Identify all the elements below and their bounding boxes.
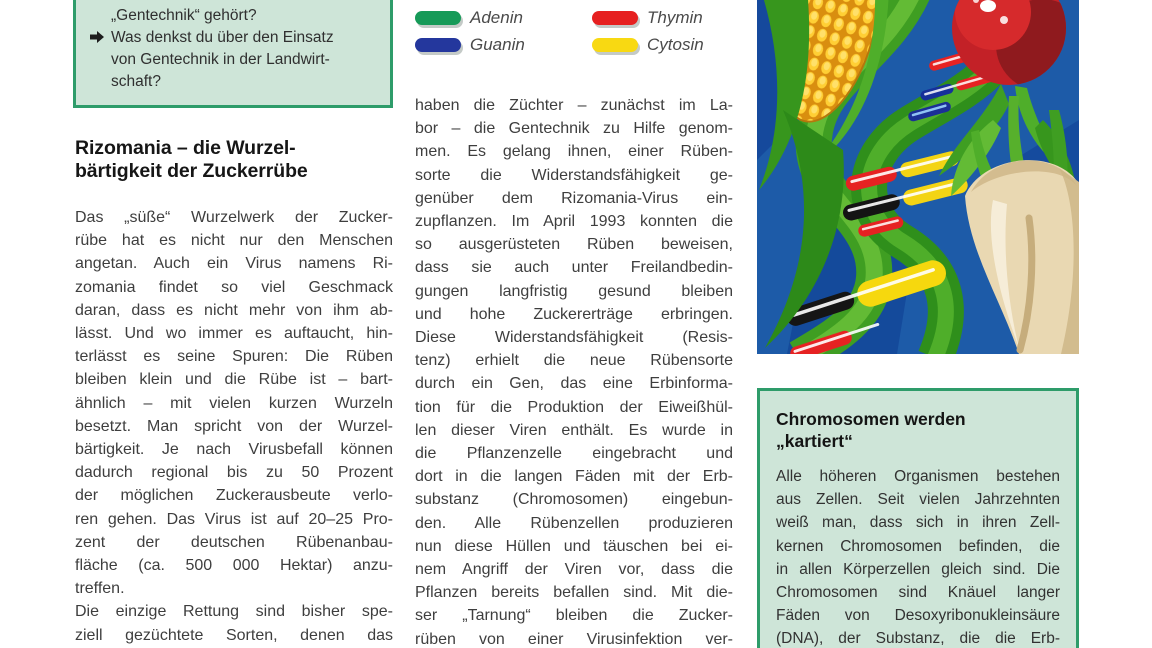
base-pill-icon — [415, 11, 461, 25]
legend-label: Thymin — [647, 8, 703, 27]
text-line: von Gentechnik in der Landwirt- — [111, 51, 330, 68]
text-line: Was denkst du über den Einsatz — [111, 29, 334, 46]
text-line: nun diese Hüllen und täuschen bei ei- — [415, 537, 733, 555]
text-line: dort in die langen Fäden mit der Erb- — [415, 468, 733, 486]
text-line: men. Es gelang ihnen, einer Rüben- — [415, 143, 733, 161]
text-line: sorte die Widerstandsfähigkeit ge- — [415, 166, 733, 184]
info-box-item-text — [111, 27, 377, 93]
text-line: dadurch regional bis zu 50 Prozent — [75, 464, 393, 482]
text-line: durch ein Gen, das eine Erbinforma- — [415, 375, 733, 393]
text-line: bleiben klein und die Rübe ist – bart- — [75, 371, 393, 389]
text-line: bärtigkeit der Zuckerrübe — [75, 159, 308, 182]
illustration-image — [757, 0, 1079, 354]
text-line: daran, dass es nicht mehr von ihm ab- — [75, 301, 393, 319]
text-line: treffen. — [75, 580, 125, 598]
info-box-continuation-line: „Gentechnik“ gehört? — [111, 7, 257, 24]
text-line: die Pflanzenzelle eingebracht und — [415, 445, 733, 463]
article-heading — [75, 137, 395, 182]
legend-label: Guanin — [470, 35, 525, 54]
text-line: ziell gezüchtete Sorten, denen das — [75, 626, 393, 644]
text-line: nem Angriff der Viren vor, dass die — [415, 561, 733, 579]
chromosome-box-title — [776, 408, 1060, 452]
text-line: der möglichen Zuckerausbeute verlo- — [75, 487, 393, 505]
text-line: besetzt. Man spricht von der Wurzel- — [75, 417, 393, 435]
text-line: Chromosomen sind Knäuel langer — [776, 584, 1060, 602]
legend-item-adenin — [415, 10, 592, 26]
text-line: tion für die Produktion der Eiweißhül- — [415, 398, 733, 416]
text-line: haben die Züchter – zunächst im La- — [415, 97, 733, 114]
text-line: tenz) erhielt die neue Rübensorte — [415, 352, 733, 370]
text-line: Alle höheren Organismen bestehen — [776, 468, 1060, 485]
base-pill-icon — [592, 38, 638, 52]
legend-item-cytosin — [592, 37, 733, 53]
text-line: ser „Tarnung“ bleiben die Zucker- — [415, 607, 733, 625]
chromosome-box — [757, 388, 1079, 648]
text-line: zent der deutschen Rübenanbau- — [75, 533, 393, 551]
text-line: dass sie auch unter Freilandbedin- — [415, 259, 733, 277]
text-line: so ausgerüsteten Rüben beweisen, — [415, 236, 733, 254]
text-line: weiß man, dass sich in ihren Zell- — [776, 514, 1060, 532]
arrow-bullet-icon — [90, 31, 104, 43]
base-pill-icon — [415, 38, 461, 52]
text-line: Die einzige Rettung sind bisher spe- — [75, 603, 393, 621]
text-line: (DNA), der Substanz, die die Erb- — [776, 630, 1060, 648]
info-box — [73, 0, 393, 108]
text-line: schaft? — [111, 73, 161, 90]
illustration-dna-crops — [757, 0, 1079, 354]
text-line: fläche (ca. 500 000 Hektar) anzu- — [75, 557, 393, 575]
text-line: bor – die Gentechnik zu Hilfe genom- — [415, 120, 733, 138]
base-pill-icon — [592, 11, 638, 25]
text-line: bärtigkeit. Je nach Virusbefall können — [75, 441, 393, 459]
text-line: Diese Widerstandsfähigkeit (Resis- — [415, 329, 733, 347]
legend-label: Adenin — [470, 8, 523, 27]
text-line: Chromosomen werden — [776, 409, 966, 429]
legend-item-guanin — [415, 37, 592, 53]
text-line: aus Zellen. Seit vielen Jahrzehnten — [776, 491, 1060, 509]
text-line: Fäden von Desoxyribonukleinsäure — [776, 607, 1060, 625]
article-column-2 — [415, 94, 733, 648]
text-line: und hohe Zuckererträge erbringen. — [415, 305, 733, 323]
text-line: angetan. Auch ein Virus namens Ri- — [75, 255, 393, 273]
text-line: substanz (Chromosomen) eingebun- — [415, 491, 733, 509]
text-line: rüben von einer Virusinfektion ver- — [415, 630, 733, 648]
text-line: ren gehen. Das Virus ist auf 20–25 Pro- — [75, 510, 393, 528]
text-line: Rizomania – die Wurzel- — [75, 137, 296, 159]
text-line: terlässt es seine Spuren: Die Rüben — [75, 348, 393, 366]
info-box-item — [89, 27, 377, 93]
text-line: zomania findet so viel Geschmack — [75, 278, 393, 296]
text-line: kernen Chromosomen befinden, die — [776, 537, 1060, 555]
text-line: len dieser Viren enthält. Es wurde in — [415, 421, 733, 439]
text-line: den. Alle Rübenzellen produzieren — [415, 514, 733, 532]
legend-item-thymin — [592, 10, 733, 26]
text-line: lässt. Und wo immer es auftaucht, hin- — [75, 325, 393, 343]
text-line: genüber dem Rizomania-Virus ein- — [415, 189, 733, 207]
text-line: zupflanzen. Im April 1993 konnten die — [415, 213, 733, 231]
text-line: gungen langfristig gesund bleiben — [415, 282, 733, 300]
text-line: Das „süße“ Wurzelwerk der Zucker- — [75, 209, 393, 226]
legend — [415, 10, 733, 53]
text-line: ähnlich – mit vielen kurzen Wurzeln — [75, 394, 393, 412]
text-line: in allen Körperzellen gleich sind. Die — [776, 560, 1060, 578]
chromosome-box-body — [776, 465, 1060, 648]
legend-label: Cytosin — [647, 35, 704, 54]
text-line: rübe hat es nicht nur den Menschen — [75, 232, 393, 250]
text-line: „kartiert“ — [776, 431, 853, 451]
text-line: Pflanzen bereits befallen sind. Mit die- — [415, 584, 733, 602]
article-column-1 — [75, 206, 393, 647]
